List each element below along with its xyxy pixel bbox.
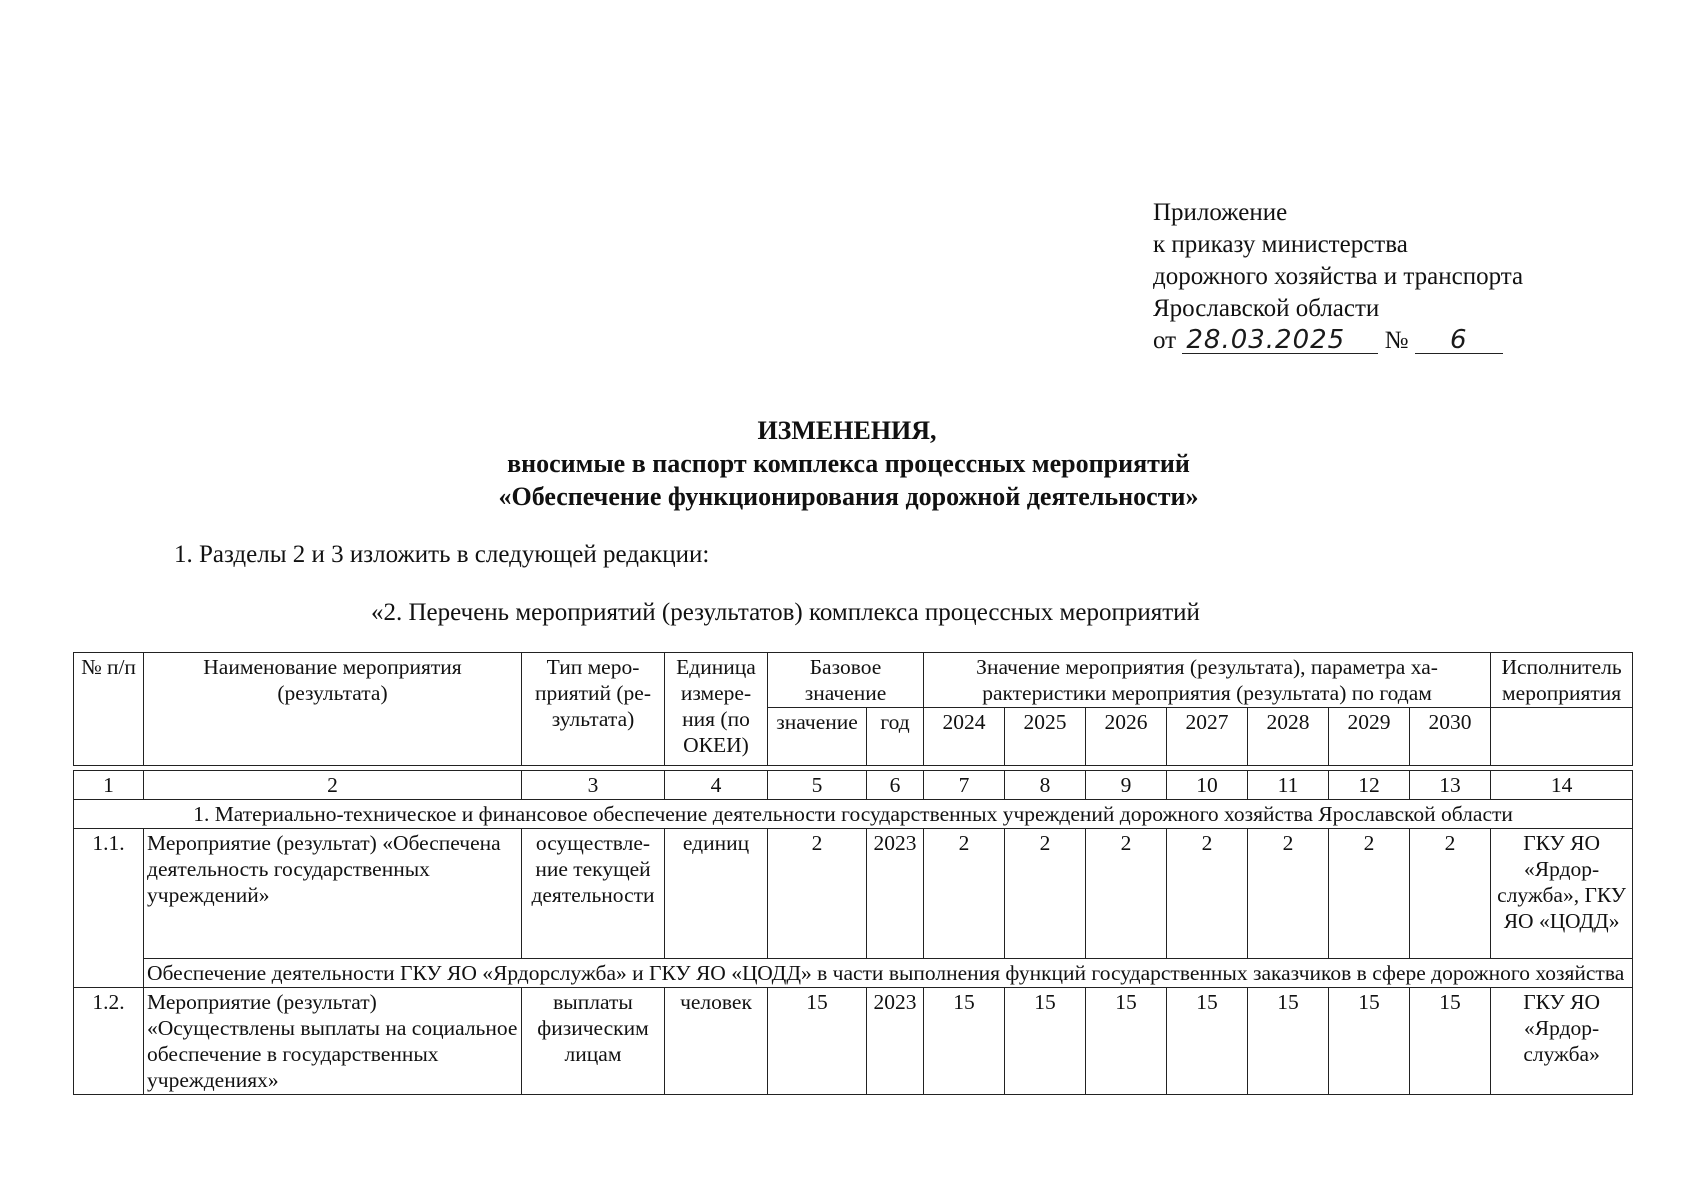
row-type: осуществле-ние текущей деятельности <box>522 829 665 959</box>
appendix-line-4: Ярославской области <box>1153 295 1380 322</box>
column-number: 1 <box>74 771 144 800</box>
row-value: 15 <box>1086 988 1167 1095</box>
column-number: 6 <box>867 771 924 800</box>
row-value: 2 <box>1005 829 1086 959</box>
row-value: 15 <box>1005 988 1086 1095</box>
header-unit: Единица измере-ния (по ОКЕИ) <box>665 653 768 766</box>
from-label: от <box>1153 327 1177 354</box>
row-num: 1.2. <box>74 988 144 1095</box>
header-values: Значение мероприятия (результата), параметра ха-рактеристики мероприятия (результата) по годам <box>924 653 1491 708</box>
header-year: 2026 <box>1086 708 1167 766</box>
handwritten-number: 6 <box>1415 327 1503 354</box>
column-number: 5 <box>768 771 867 800</box>
number-label: № <box>1384 327 1409 354</box>
column-number: 9 <box>1086 771 1167 800</box>
row-executor: ГКУ ЯО «Ярдор-служба», ГКУ ЯО «ЦОДД» <box>1491 829 1633 959</box>
row-value: 2 <box>924 829 1005 959</box>
header-year: 2027 <box>1167 708 1248 766</box>
row-value: 15 <box>1410 988 1491 1095</box>
row-num: 1.1. <box>74 829 144 988</box>
section-title: «2. Перечень мероприятий (результатов) комплекса процессных мероприятий <box>371 599 1200 626</box>
row-executor: ГКУ ЯО «Ярдор-служба» <box>1491 988 1633 1095</box>
column-number: 10 <box>1167 771 1248 800</box>
header-executor: Исполнитель мероприятия <box>1491 653 1633 708</box>
column-number: 4 <box>665 771 768 800</box>
column-number: 7 <box>924 771 1005 800</box>
table-row-description <box>74 959 1633 988</box>
row-base-year: 2023 <box>867 988 924 1095</box>
header-row-1 <box>74 653 1633 708</box>
title-line-2: вносимые в паспорт комплекса процессных мероприятий <box>507 449 1190 478</box>
row-value: 2 <box>1167 829 1248 959</box>
column-number: 8 <box>1005 771 1086 800</box>
row-value: 15 <box>1329 988 1410 1095</box>
row-name: Мероприятие (результат) «Обеспечена деятельность государственных учреждений» <box>144 829 522 959</box>
header-year: 2029 <box>1329 708 1410 766</box>
row-value: 2 <box>1410 829 1491 959</box>
title-line-3: «Обеспечение функционирования дорожной деятельности» <box>498 482 1199 511</box>
header-name: Наименование мероприятия (результата) <box>144 653 522 766</box>
header-year: 2024 <box>924 708 1005 766</box>
row-value: 15 <box>924 988 1005 1095</box>
header-year: 2025 <box>1005 708 1086 766</box>
header-base-value: значение <box>768 708 867 766</box>
document-title <box>0 414 1697 513</box>
row-base-value: 2 <box>768 829 867 959</box>
column-number: 14 <box>1491 771 1633 800</box>
column-number-row <box>74 771 1633 800</box>
row-value: 2 <box>1086 829 1167 959</box>
column-number: 12 <box>1329 771 1410 800</box>
appendix-line-1: Приложение <box>1153 199 1288 226</box>
title-line-1: ИЗМЕНЕНИЯ, <box>757 416 937 445</box>
header-executor-blank <box>1491 708 1633 766</box>
measures-table <box>73 652 1633 1095</box>
table-row <box>74 829 1633 959</box>
row-description: Обеспечение деятельности ГКУ ЯО «Ярдорслужба» и ГКУ ЯО «ЦОДД» в части выполнения функций государственных заказчиков в сфере дорожного хозяйства <box>144 959 1633 988</box>
header-base-year: год <box>867 708 924 766</box>
row-value: 2 <box>1329 829 1410 959</box>
row-unit: человек <box>665 988 768 1095</box>
row-value: 2 <box>1248 829 1329 959</box>
section-heading: 1. Материально-техническое и финансовое обеспечение деятельности государственных учреждений дорожного хозяйства Ярославской области <box>74 800 1633 829</box>
header-year: 2028 <box>1248 708 1329 766</box>
appendix-line-3: дорожного хозяйства и транспорта <box>1153 263 1524 290</box>
header-type: Тип меро-приятий (ре-зультата) <box>522 653 665 766</box>
handwritten-date: 28.03.2025 <box>1182 327 1378 354</box>
row-unit: единиц <box>665 829 768 959</box>
appendix-line-2: к приказу министерства <box>1153 231 1408 258</box>
instruction-text: 1. Разделы 2 и 3 изложить в следующей редакции: <box>174 541 710 568</box>
column-number: 13 <box>1410 771 1491 800</box>
row-value: 15 <box>1167 988 1248 1095</box>
column-number: 11 <box>1248 771 1329 800</box>
row-type: выплаты физическим лицам <box>522 988 665 1095</box>
section-row <box>74 800 1633 829</box>
row-base-year: 2023 <box>867 829 924 959</box>
order-date-line <box>1153 325 1523 357</box>
column-number: 3 <box>522 771 665 800</box>
table-row <box>74 988 1633 1095</box>
header-num: № п/п <box>74 653 144 766</box>
header-base: Базовое значение <box>768 653 924 708</box>
appendix-block <box>1153 197 1523 357</box>
header-year: 2030 <box>1410 708 1491 766</box>
column-number: 2 <box>144 771 522 800</box>
row-base-value: 15 <box>768 988 867 1095</box>
row-name: Мероприятие (результат) «Осуществлены выплаты на социальное обеспечение в государственных учреждениях» <box>144 988 522 1095</box>
row-value: 15 <box>1248 988 1329 1095</box>
